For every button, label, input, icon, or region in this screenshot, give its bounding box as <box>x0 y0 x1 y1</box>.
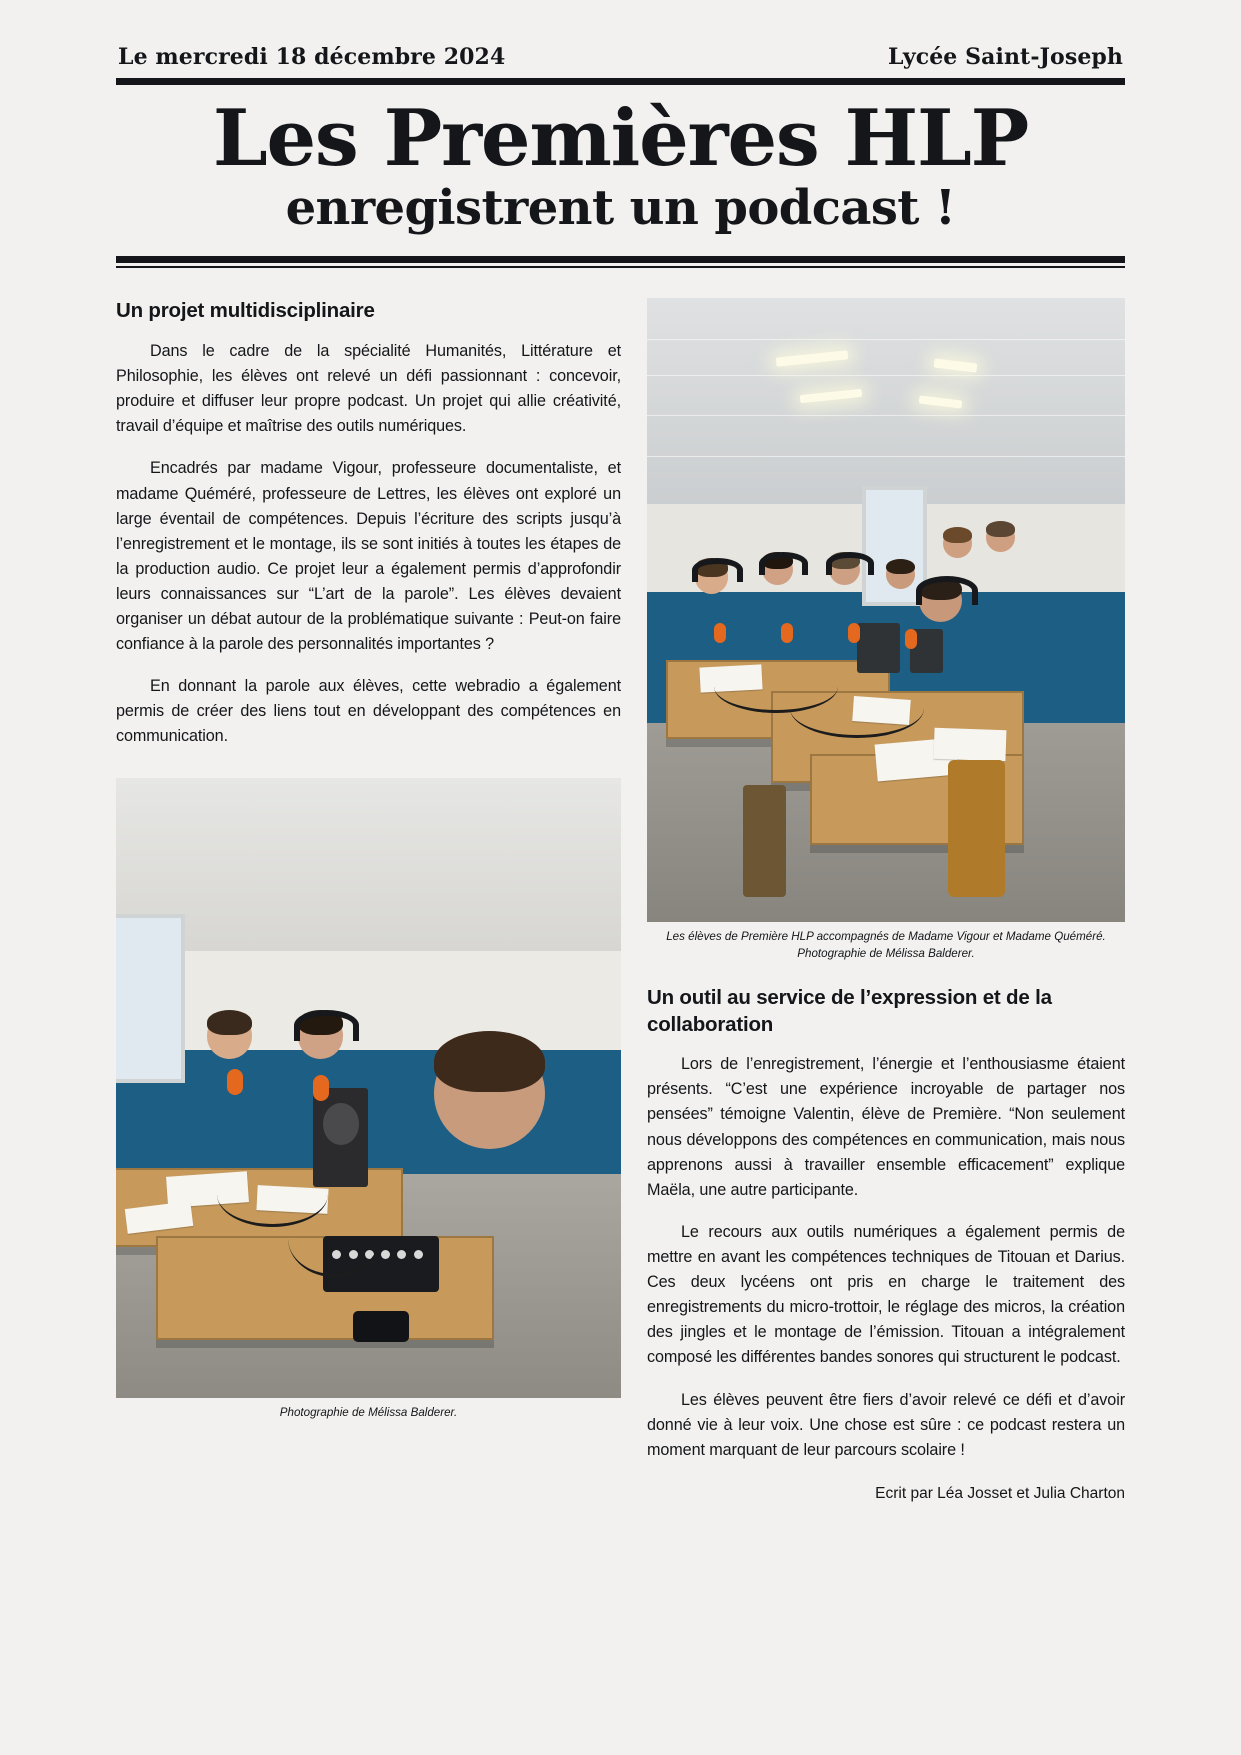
masthead-bottom-rule-thin <box>116 266 1125 268</box>
paragraph: Lors de l’enregistrement, l’énergie et l’enthousiasme étaient présents. “C’est une expérience incroyable de partager nos pensées” témoigne Valentin, élève de Première. “Non seulement nous développons des compétences en communication, mais nous apprenons aussi à travailler ensemble efficacement” explique Maëla, une autre participante. <box>647 1055 1125 1199</box>
left-column <box>116 298 621 1503</box>
photo-top-right <box>647 298 1125 963</box>
photo-caption: Photographie de Mélissa Balderer. <box>279 1405 458 1419</box>
section-heading-2: Un outil au service de l’expression et de la collaboration <box>647 985 1052 1036</box>
paragraph: Dans le cadre de la spécialité Humanités, Littérature et Philosophie, les élèves ont relevé un défi passionnant : concevoir, produire et diffuser leur propre podcast. Un projet qui allie créativité, travail d’équipe et maîtrise des outils numériques. <box>116 341 621 436</box>
photo-caption: Les élèves de Première HLP accompagnés de Madame Vigour et Madame Quéméré. Photographie de Mélissa Balderer. <box>666 930 1106 961</box>
photo-image <box>116 778 621 1398</box>
page-title: Les Premières HLP <box>212 93 1029 184</box>
masthead-top-row <box>116 44 1125 78</box>
paragraph: Le recours aux outils numériques a également permis de mettre en avant les compétences techniques de Titouan et Darius. Ces deux lycéens ont pris en charge le traitement des enregistrements du micro-trottoir, le réglage des micros, la création des jingles et le montage de l’émission. Titouan a intégralement composé les différentes bandes sonores qui structurent le podcast. <box>647 1222 1125 1367</box>
masthead-top-rule <box>116 78 1125 85</box>
masthead-bottom-rules <box>116 256 1125 268</box>
paragraph: En donnant la parole aux élèves, cette webradio a également permis de créer des liens tout en développant des compétences en communication. <box>116 677 621 746</box>
photo-image <box>647 298 1125 922</box>
byline: Ecrit par Léa Josset et Julia Charton <box>875 1484 1125 1502</box>
section-heading-1: Un projet multidisciplinaire <box>116 299 375 323</box>
article-body <box>116 298 1125 1503</box>
page-subtitle: enregistrent un podcast ! <box>285 180 956 237</box>
title-block <box>116 85 1125 250</box>
paragraph: Encadrés par madame Vigour, professeure documentaliste, et madame Quéméré, professeure de Lettres, les élèves ont exploré un large éventail de compétences. Depuis l’écriture des scripts jusqu’à l’enregistrement et le montage, ils se sont initiés à toutes les étapes de la production audio. Ce projet leur a également permis d’approfondir leurs connaissances sur “L’art de la parole”. Les élèves devaient organiser un débat autour de la problématique suivante : Peut-on faire confiance à la parole des personnalités importantes ? <box>116 459 621 654</box>
paragraph: Les élèves peuvent être fiers d’avoir relevé ce défi et d’avoir donné vie à leur voix. Une chose est sûre : ce podcast restera un moment marquant de leur parcours scolaire ! <box>647 1390 1125 1459</box>
masthead-bottom-rule-thick <box>116 256 1125 263</box>
photo-bottom-left <box>116 778 621 1422</box>
masthead <box>116 44 1125 268</box>
right-column <box>647 298 1125 1503</box>
school-name: Lycée Saint-Joseph <box>888 44 1123 70</box>
issue-date: Le mercredi 18 décembre 2024 <box>118 44 506 70</box>
